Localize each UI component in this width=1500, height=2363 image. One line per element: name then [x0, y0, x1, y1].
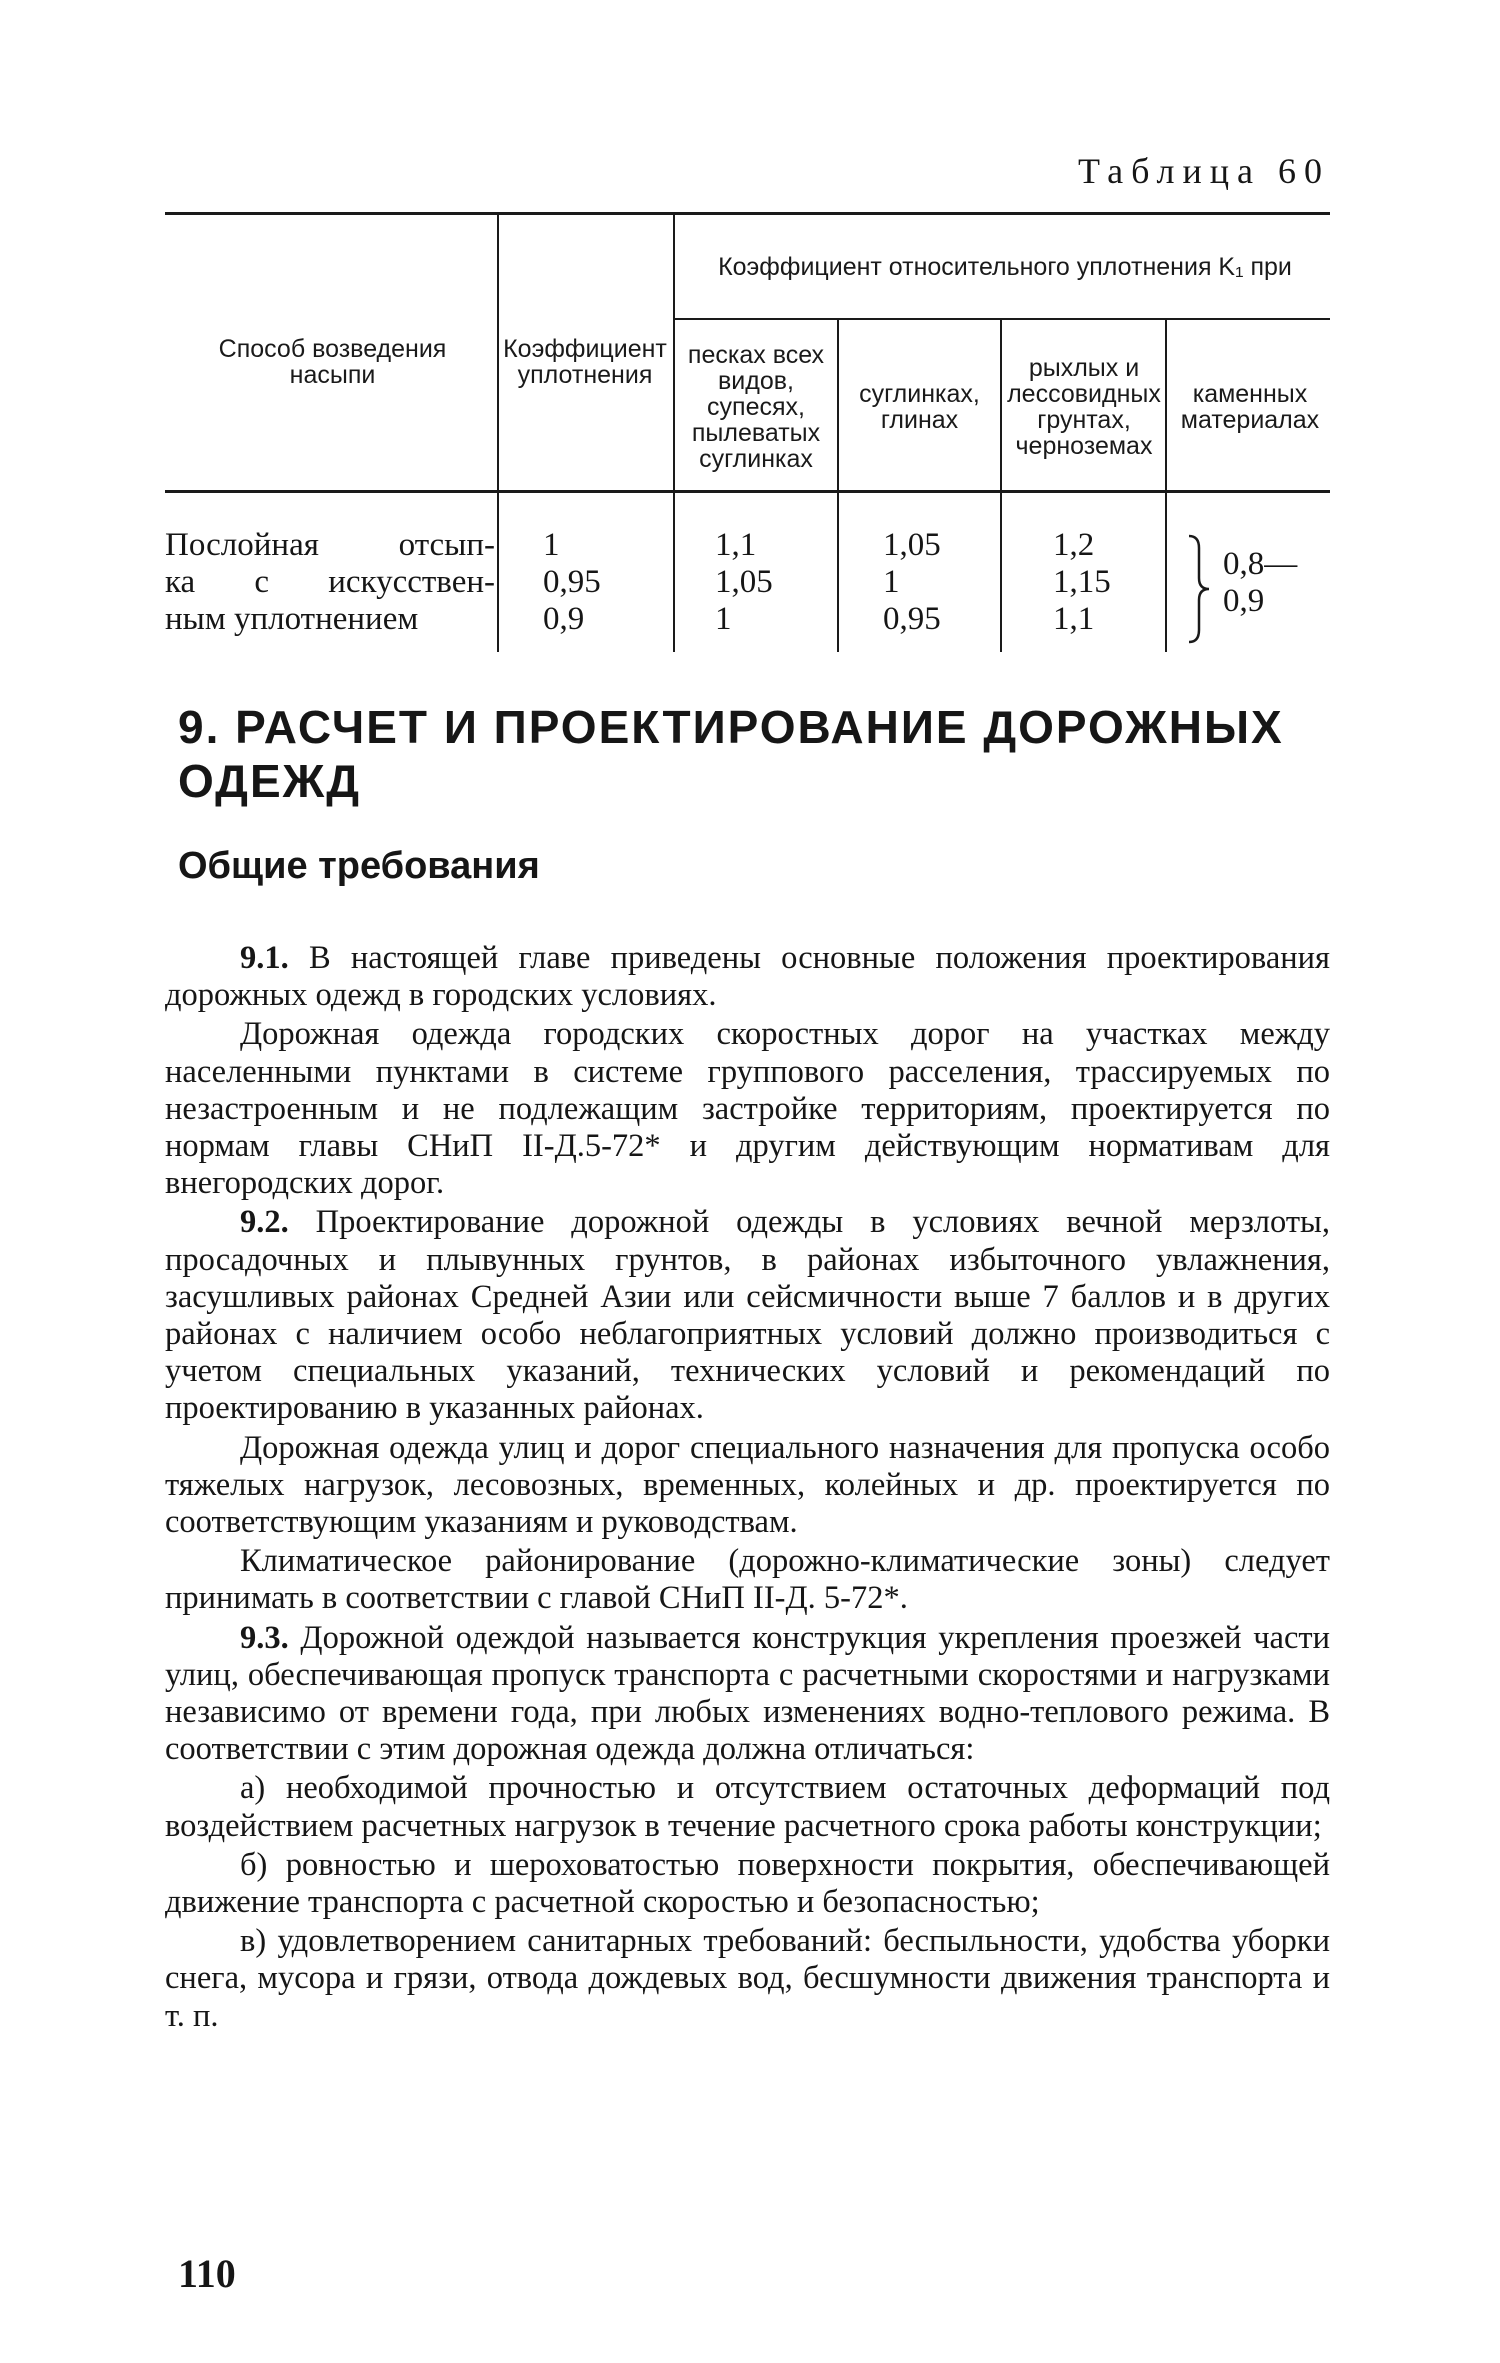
paragraph: [165, 1016, 1330, 1202]
cell-value: 0,8—: [1223, 546, 1298, 582]
paragraph: [165, 1204, 1330, 1427]
paragraph: [165, 1923, 1330, 2035]
cell-value: 1,2: [1053, 527, 1095, 563]
paragraph: [165, 1770, 1330, 1844]
paragraph-text: в) удовлетворением санитарных требований: беспыльности, удобства уборки снега, мусора и грязи, отвода дождевых вод, бесшумности движения транспорта и т. п.: [165, 1923, 1330, 2034]
paragraph-text: а) необходимой прочностью и отсутствием остаточных деформаций под воздействием расчетных нагрузок в течение расчетного срока работы конструкции;: [165, 1770, 1330, 1844]
cell-value: 0,95: [883, 601, 941, 637]
col-loam-values: [883, 527, 941, 638]
paragraph-text: Дорожной одеждой называется конструкция укрепления проезжей части улиц, обеспечивающая пропуск транспорта с расчетными скоростями и нагрузками независимо от времени года, при любых изменениях водно-теплового режима. В соответствии с этим дорожная одежда должна отличаться:: [165, 1619, 1330, 1768]
paragraph: [165, 1543, 1330, 1617]
row-method-line: Послойная отсып-: [165, 527, 495, 563]
cell-value: 1,1: [715, 527, 757, 563]
table-header-rule: [165, 490, 1330, 493]
cell-value: 1: [883, 564, 900, 600]
paragraph-number: 9.3.: [240, 1619, 289, 1656]
right-brace-icon: [1185, 534, 1213, 644]
paragraph-text: Проектирование дорожной одежды в условиях вечной мерзлоты, просадочных и плывунных грунтов, в районах избыточного увлажнения, засушливых районах Средней Азии или сейсмичности выше 7 баллов и в других районах с наличием особо неблагоприятных условий должно производиться с учетом специальных указаний, технических условий и рекомендаций по проектированию в указанных районах.: [165, 1204, 1330, 1427]
col-coefficient-values: [543, 527, 601, 638]
table-vrule: [1165, 320, 1167, 652]
cell-value: 0,9: [543, 601, 585, 637]
table-vrule: [837, 320, 839, 652]
sub-heading: Общие требования: [178, 845, 540, 887]
row-method: [165, 527, 495, 638]
table-vrule: [497, 212, 499, 652]
paragraph: [165, 940, 1330, 1014]
row-method-line: ка с искусствен-: [165, 564, 495, 600]
cell-value: 0,95: [543, 564, 601, 600]
header-method: Способ возведения насыпи: [218, 335, 447, 389]
paragraph-text: б) ровностью и шероховатостью поверхности покрытия, обеспечивающей движение транспорта с расчетной скоростью и безопасностью;: [165, 1846, 1330, 1921]
paragraph-number: 9.2.: [240, 1204, 289, 1241]
body-text: [165, 940, 1330, 2037]
header-coefficient: Коэффициент уплотнения: [503, 335, 667, 389]
col-stone-values: [1223, 546, 1297, 620]
header-loam: суглинках, глинах: [859, 380, 980, 434]
cell-value: 1,05: [715, 564, 773, 600]
paragraph-number: 9.1.: [240, 940, 289, 976]
header-sand: песках всех видов, супесях, пылеватых суглинках: [687, 341, 825, 473]
paragraph: [165, 1430, 1330, 1542]
paragraph-text: Дорожная одежда городских скоростных дорог на участках между населенными пунктами в системе группового расселения, трассируемых по незастроенным и не подлежащим застройке территориям, проектируется по нормам главы СНиП II-Д.5-72* и другим действующим нормативам для внегородских дорог.: [165, 1016, 1330, 1202]
paragraph: [165, 1620, 1330, 1769]
cell-value: 1: [543, 527, 560, 563]
table-vrule: [673, 212, 675, 652]
paragraph: [165, 1847, 1330, 1921]
col-loose-soil-values: [1053, 527, 1111, 638]
cell-value: 1,1: [1053, 601, 1095, 637]
table-top-rule: [165, 212, 1330, 215]
cell-value: 0,9: [1223, 583, 1265, 619]
page-number: 110: [178, 2251, 236, 2296]
table-caption: Таблица 60: [1078, 151, 1330, 191]
cell-value: 1,05: [883, 527, 941, 563]
cell-value: 1,15: [1053, 564, 1111, 600]
cell-value: 1: [715, 601, 732, 637]
header-loose-soil: рыхлых и лессовидных грунтах, черноземах: [1007, 354, 1161, 460]
table-60: [165, 212, 1330, 652]
header-relative-coefficient: Коэффициент относительного уплотнения K₁ при: [718, 253, 1292, 281]
section-heading: 9. РАСЧЕТ И ПРОЕКТИРОВАНИЕ ДОРОЖНЫХ ОДЕЖД: [178, 701, 1284, 807]
col-sand-values: [715, 527, 773, 638]
row-method-line: ным уплотнением: [165, 601, 419, 637]
header-stone: каменных материалах: [1180, 380, 1320, 434]
table-vrule: [1000, 320, 1002, 652]
paragraph-text: Климатическое районирование (дорожно-климатические зоны) следует принимать в соответствии с главой СНиП II-Д. 5-72*.: [165, 1543, 1330, 1617]
paragraph-text: В настоящей главе приведены основные положения проектирования дорожных одежд в городских условиях.: [165, 940, 1330, 1014]
paragraph-text: Дорожная одежда улиц и дорог специального назначения для пропуска особо тяжелых нагрузок, лесовозных, временных, колейных и др. проектируется по соответствующим указаниям и руководствам.: [165, 1429, 1330, 1541]
